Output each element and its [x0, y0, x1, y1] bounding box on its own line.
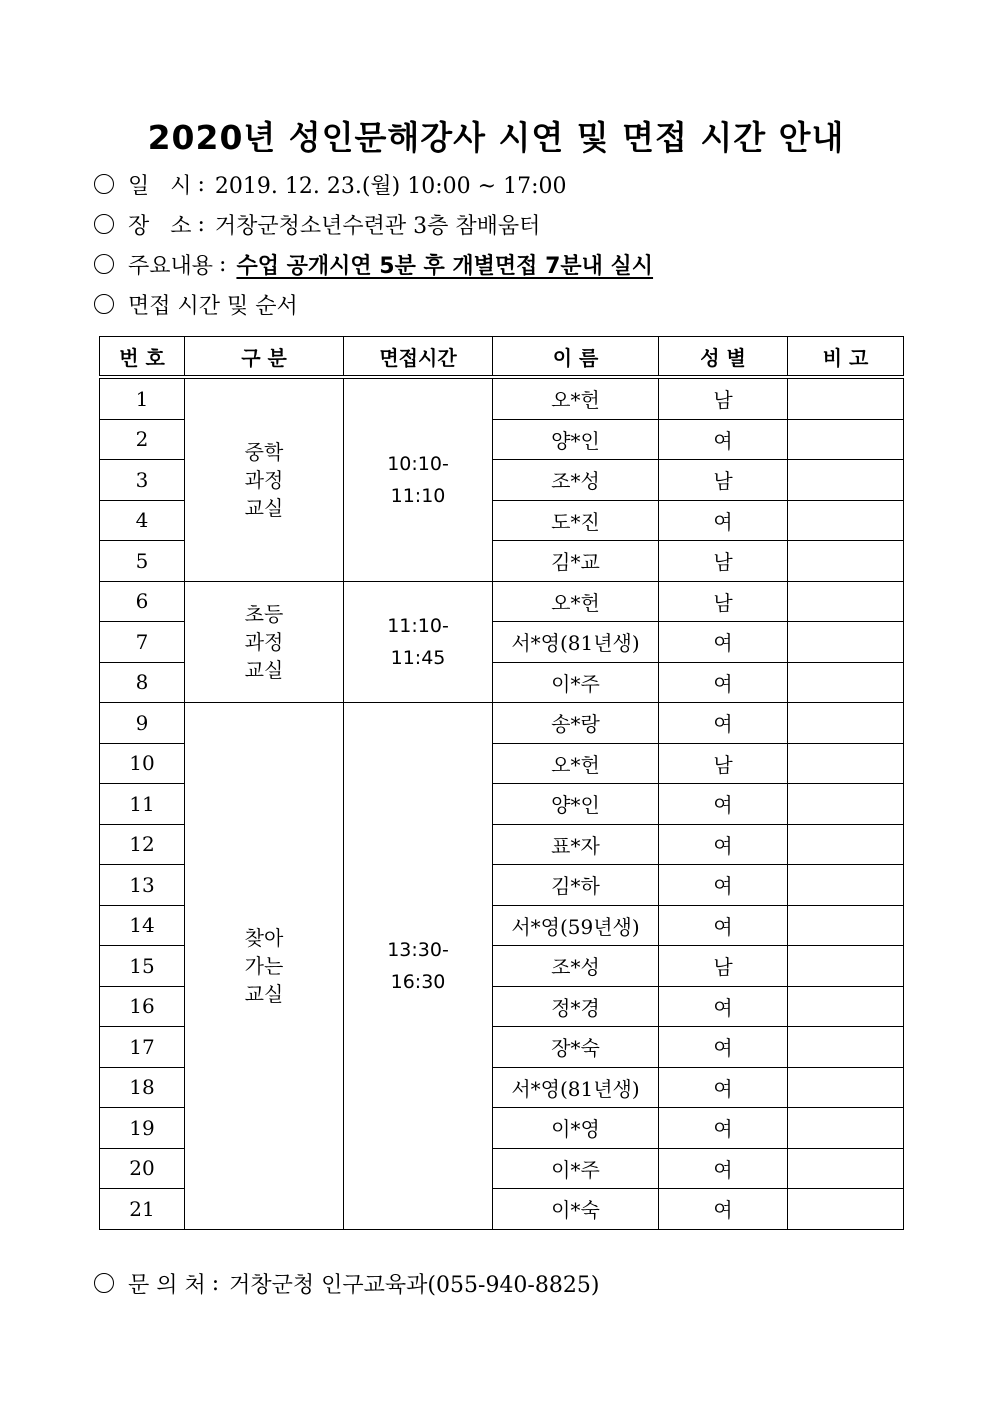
- row-gender: 여: [659, 703, 788, 744]
- row-no: 2: [100, 419, 185, 460]
- row-no: 21: [100, 1189, 185, 1230]
- info-place-label: 장 소: [128, 213, 192, 239]
- row-no: 13: [100, 865, 185, 906]
- row-gender: 여: [659, 1067, 788, 1108]
- header-time: 면접시간: [344, 337, 493, 378]
- colon-separator: :: [197, 171, 205, 197]
- row-name: 김*교: [493, 541, 659, 582]
- row-gender: 여: [659, 986, 788, 1027]
- row-note: [788, 824, 904, 865]
- row-gender: 여: [659, 1108, 788, 1149]
- table-header-row: [100, 337, 904, 378]
- header-group: 구 분: [185, 337, 344, 378]
- row-note: [788, 377, 904, 419]
- row-gender: 여: [659, 824, 788, 865]
- header-name: 이 름: [493, 337, 659, 378]
- row-name: 이*주: [493, 1148, 659, 1189]
- time-cell: 13:30- 16:30: [344, 703, 493, 1230]
- row-gender: 남: [659, 946, 788, 987]
- row-note: [788, 541, 904, 582]
- row-gender: 남: [659, 581, 788, 622]
- row-name: 정*경: [493, 986, 659, 1027]
- row-no: 18: [100, 1067, 185, 1108]
- row-note: [788, 946, 904, 987]
- row-gender: 여: [659, 865, 788, 906]
- row-name: 양*인: [493, 419, 659, 460]
- info-content-value: 수업 공개시연 5분 후 개별면접 7분내 실시: [236, 253, 654, 279]
- row-name: 양*인: [493, 784, 659, 825]
- row-name: 서*영(59년생): [493, 905, 659, 946]
- info-place-value: 거창군청소년수련관 3층 참배움터: [214, 213, 541, 239]
- info-place-row: [94, 207, 540, 241]
- row-gender: 남: [659, 460, 788, 501]
- row-no: 16: [100, 986, 185, 1027]
- row-no: 8: [100, 662, 185, 703]
- row-name: 이*주: [493, 662, 659, 703]
- row-note: [788, 460, 904, 501]
- colon-separator: :: [219, 251, 227, 277]
- contact-row: [94, 1266, 599, 1300]
- row-note: [788, 703, 904, 744]
- circle-bullet-icon: [94, 1273, 114, 1293]
- row-no: 3: [100, 460, 185, 501]
- row-name: 김*하: [493, 865, 659, 906]
- row-no: 15: [100, 946, 185, 987]
- row-name: 조*성: [493, 946, 659, 987]
- row-no: 20: [100, 1148, 185, 1189]
- row-gender: 여: [659, 622, 788, 663]
- page-title: 2020년 성인문해강사 시연 및 면접 시간 안내: [147, 118, 845, 157]
- row-name: 이*영: [493, 1108, 659, 1149]
- contact-value: 거창군청 인구교육과(055-940-8825): [229, 1272, 600, 1298]
- row-name: 오*헌: [493, 377, 659, 419]
- row-no: 12: [100, 824, 185, 865]
- row-no: 7: [100, 622, 185, 663]
- row-no: 5: [100, 541, 185, 582]
- row-gender: 여: [659, 662, 788, 703]
- header-no: 번 호: [100, 337, 185, 378]
- schedule-heading: 면접 시간 및 순서: [128, 293, 298, 319]
- row-note: [788, 622, 904, 663]
- colon-separator: :: [197, 211, 205, 237]
- row-no: 6: [100, 581, 185, 622]
- row-gender: 남: [659, 541, 788, 582]
- info-content-label: 주요내용: [128, 253, 214, 279]
- row-gender: 여: [659, 784, 788, 825]
- row-no: 1: [100, 377, 185, 419]
- row-note: [788, 986, 904, 1027]
- row-note: [788, 1108, 904, 1149]
- row-gender: 여: [659, 1148, 788, 1189]
- row-note: [788, 784, 904, 825]
- row-gender: 여: [659, 1027, 788, 1068]
- row-note: [788, 1148, 904, 1189]
- info-date-row: [94, 167, 566, 201]
- row-name: 장*숙: [493, 1027, 659, 1068]
- row-no: 4: [100, 500, 185, 541]
- table-row: [100, 703, 904, 744]
- group-cell: 초등 과정 교실: [185, 581, 344, 703]
- row-gender: 여: [659, 419, 788, 460]
- group-cell: 중학 과정 교실: [185, 377, 344, 581]
- info-content-row: [94, 247, 653, 281]
- colon-separator: :: [211, 1270, 220, 1296]
- row-note: [788, 1067, 904, 1108]
- row-note: [788, 1189, 904, 1230]
- circle-bullet-icon: [94, 214, 114, 234]
- row-name: 서*영(81년생): [493, 622, 659, 663]
- table-row: [100, 581, 904, 622]
- time-cell: 10:10- 11:10: [344, 377, 493, 581]
- row-no: 17: [100, 1027, 185, 1068]
- row-gender: 여: [659, 500, 788, 541]
- contact-label: 문 의 처: [128, 1272, 206, 1298]
- row-name: 도*진: [493, 500, 659, 541]
- row-note: [788, 865, 904, 906]
- time-cell: 11:10- 11:45: [344, 581, 493, 703]
- info-date-label: 일 시: [128, 173, 192, 199]
- info-date-value: 2019. 12. 23.(월) 10:00 ~ 17:00: [214, 173, 567, 199]
- row-gender: 남: [659, 743, 788, 784]
- row-no: 9: [100, 703, 185, 744]
- row-name: 표*자: [493, 824, 659, 865]
- row-note: [788, 1027, 904, 1068]
- row-name: 서*영(81년생): [493, 1067, 659, 1108]
- schedule-heading-row: [94, 287, 298, 321]
- circle-bullet-icon: [94, 254, 114, 274]
- row-gender: 여: [659, 1189, 788, 1230]
- row-note: [788, 419, 904, 460]
- row-no: 19: [100, 1108, 185, 1149]
- row-note: [788, 662, 904, 703]
- row-note: [788, 905, 904, 946]
- table-row: [100, 377, 904, 419]
- row-name: 이*숙: [493, 1189, 659, 1230]
- schedule-table: [99, 336, 904, 1230]
- row-name: 오*헌: [493, 743, 659, 784]
- row-note: [788, 500, 904, 541]
- row-name: 오*헌: [493, 581, 659, 622]
- circle-bullet-icon: [94, 174, 114, 194]
- header-note: 비 고: [788, 337, 904, 378]
- row-note: [788, 743, 904, 784]
- group-cell: 찾아 가는 교실: [185, 703, 344, 1230]
- circle-bullet-icon: [94, 294, 114, 314]
- row-note: [788, 581, 904, 622]
- row-gender: 남: [659, 377, 788, 419]
- row-name: 송*랑: [493, 703, 659, 744]
- row-gender: 여: [659, 905, 788, 946]
- row-name: 조*성: [493, 460, 659, 501]
- row-no: 10: [100, 743, 185, 784]
- header-gender: 성 별: [659, 337, 788, 378]
- row-no: 14: [100, 905, 185, 946]
- row-no: 11: [100, 784, 185, 825]
